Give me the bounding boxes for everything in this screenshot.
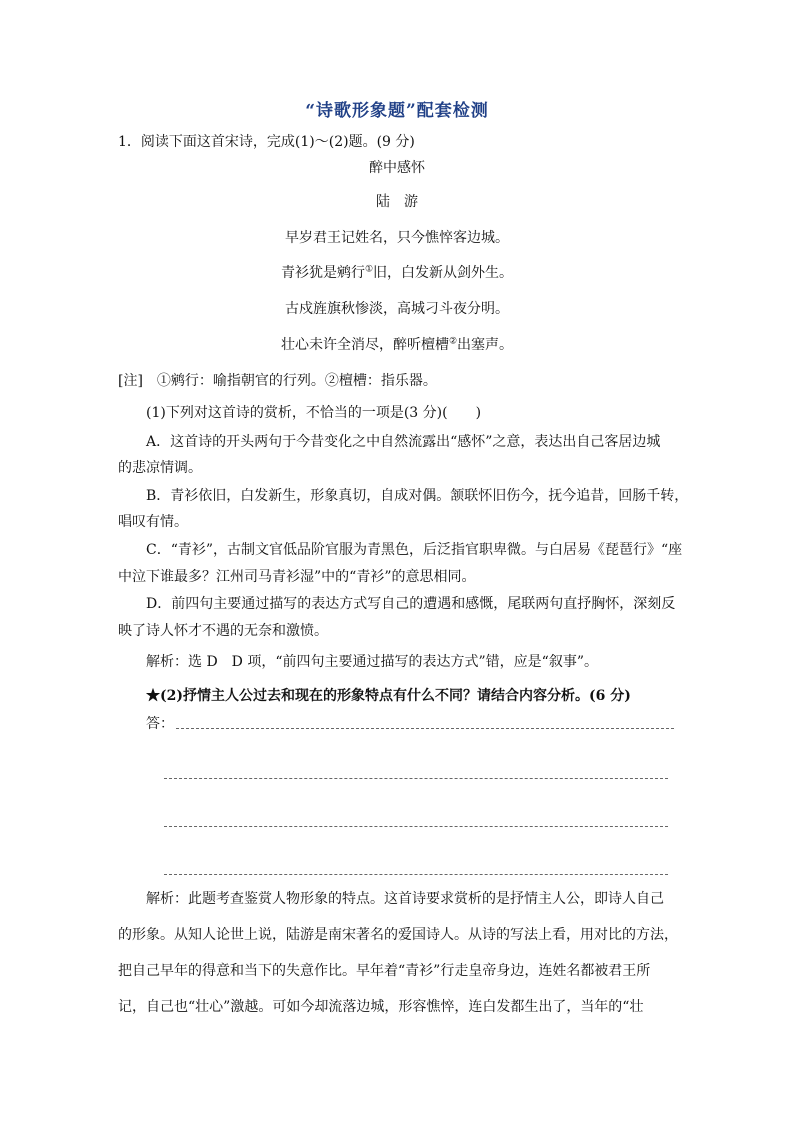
question1-stem: 1．阅读下面这首宋诗，完成(1)～(2)题。(9 分) [118, 134, 415, 150]
poem-line-2a: 青衫犹是鹓行 [280, 265, 365, 281]
poem-title: 醉中感怀 [369, 160, 425, 176]
sub2-analysis-line-2: 的形象。从知人论世上说，陆游是南宋著名的爱国诗人。从诗的写法上看，用对比的方法， [118, 927, 678, 943]
sub2-analysis-line-3: 把自己早年的得意和当下的失意作比。早年着“青衫”行走皇帝身边，连姓名都被君王所 [118, 963, 651, 979]
sub2-analysis-line-4: 记，自己也“壮心”激越。可如今却流落边城，形容憔悴，连白发都生出了，当年的“壮 [118, 999, 644, 1015]
poem-line-2b: 旧，白发新从剑外生。 [373, 265, 514, 281]
answer-line-1[interactable] [176, 728, 674, 729]
option-b-line-2: 唱叹有情。 [118, 514, 188, 530]
poem-line-4a: 壮心未许全消尽，醉听檀槽 [280, 337, 449, 353]
page-title: “诗歌形象题”配套检测 [305, 101, 489, 121]
option-b-line-1: B．青衫依旧，白发新生，形象真切，自成对偶。颔联怀旧伤今，抚今追昔，回肠千转， [146, 488, 689, 504]
option-a-line-2: 的悲凉情调。 [118, 460, 202, 476]
answer-line-2[interactable] [164, 778, 668, 779]
option-d-line-1: D．前四句主要通过描写的表达方式写自己的遭遇和感慨，尾联两句直抒胸怀，深刻反 [146, 596, 676, 612]
poem-line-1: 早岁君王记姓名，只今憔悴客边城。 [285, 230, 509, 246]
sub1-analysis: 解析：选 D D 项，“前四句主要通过描写的表达方式”错，应是“叙事”。 [146, 654, 598, 670]
note-mark-2: ② [448, 336, 458, 347]
poem-line-4 [0, 335, 794, 355]
sub1-stem: (1)下列对这首诗的赏析，不恰当的一项是(3 分)( ) [146, 405, 482, 421]
poem-note: [注] ①鹓行：喻指朝官的行列。②檀槽：指乐器。 [118, 373, 437, 389]
option-c-line-1: C．“青衫”，古制文官低品阶官服为青黑色，后泛指官职卑微。与白居易《琵琶行》“座 [146, 542, 683, 558]
poem-line-3: 古戍旌旗秋惨淡，高城刁斗夜分明。 [285, 301, 509, 317]
poem-author: 陆 游 [376, 194, 418, 210]
option-a-line-1: A．这首诗的开头两句于今昔变化之中自然流露出“感怀”之意，表达出自己客居边城 [146, 434, 661, 450]
answer-line-4[interactable] [164, 874, 668, 875]
option-c-line-2: 中泣下谁最多？江州司马青衫湿”中的“青衫”的意思相同。 [118, 569, 476, 585]
note-mark-1: ① [364, 264, 374, 275]
option-d-line-2: 映了诗人怀才不遇的无奈和激愤。 [118, 623, 328, 639]
answer-label: 答： [146, 716, 174, 732]
poem-line-2 [0, 263, 794, 283]
poem-line-4b: 出塞声。 [457, 337, 514, 353]
answer-line-3[interactable] [164, 826, 668, 827]
sub2-stem: ★(2)抒情主人公过去和现在的形象特点有什么不同？请结合内容分析。(6 分) [146, 688, 631, 704]
sub2-analysis-line-1: 解析：此题考查鉴赏人物形象的特点。这首诗要求赏析的是抒情主人公，即诗人自己 [146, 891, 664, 907]
